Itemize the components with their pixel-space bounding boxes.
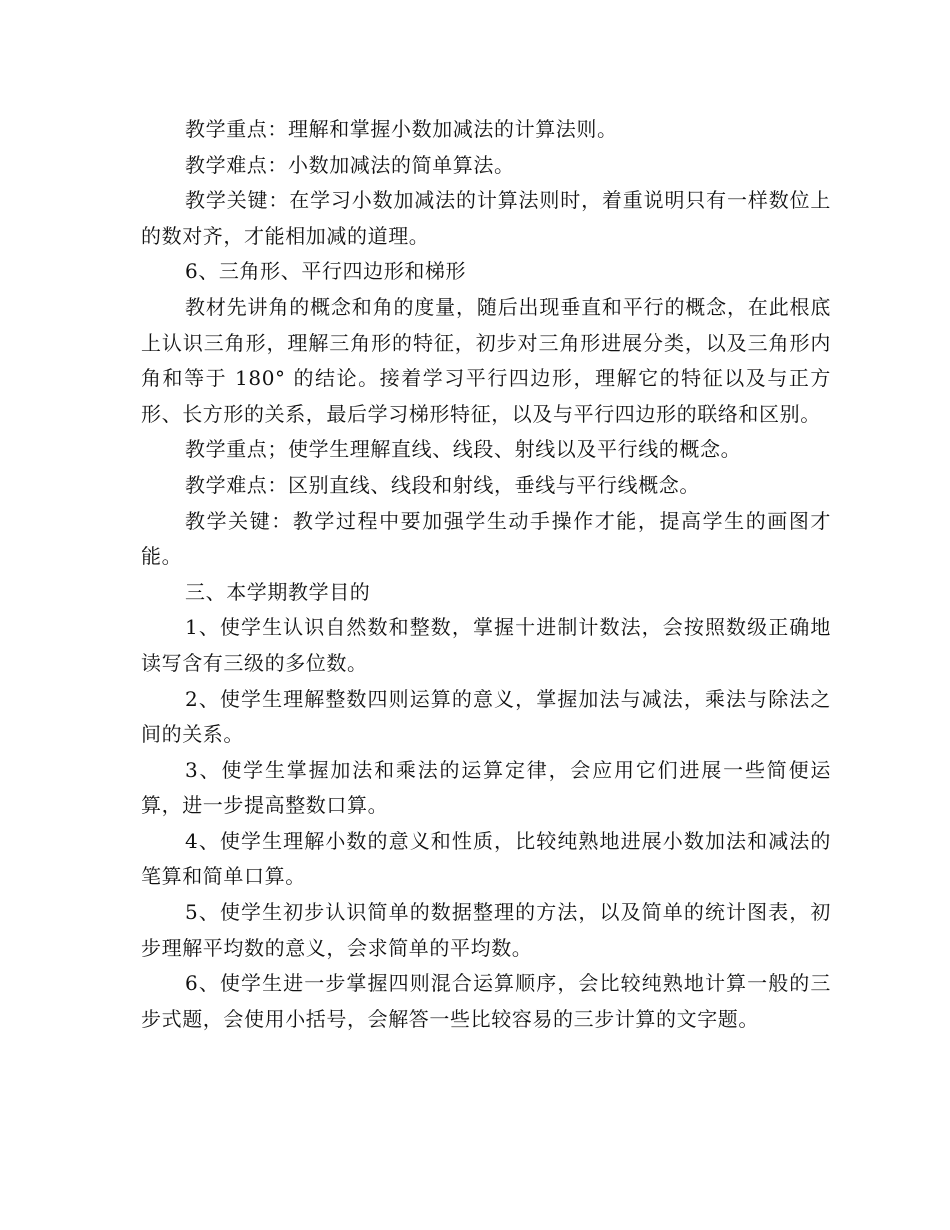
goal-item-1: 1、使学生认识自然数和整数，掌握十进制计数法，会按照数级正确地读写含有三级的多位数。 [141,615,831,675]
goal-item-6: 6、使学生进一步掌握四则混合运算顺序，会比较纯熟地计算一般的三步式题，会使用小括号，会解答一些比较容易的三步计算的文字题。 [141,971,831,1031]
goal-item-5: 5、使学生初步认识简单的数据整理的方法，以及简单的统计图表，初步理解平均数的意义，会求简单的平均数。 [141,900,831,960]
section-heading-shapes: 6、三角形、平行四边形和梯形 [185,259,467,284]
paragraph-teaching-difficulty: 教学难点：小数加减法的简单算法。 [185,152,515,177]
paragraph-shapes-focus: 教学重点；使学生理解直线、线段、射线以及平行线的概念。 [185,437,742,462]
paragraph-teaching-key: 教学关键：在学习小数加减法的计算法则时，着重说明只有一样数位上的数对齐，才能相加减的道理。 [141,188,831,248]
paragraph-shapes-key: 教学关键：教学过程中要加强学生动手操作才能，提高学生的画图才能。 [141,508,831,569]
goal-item-2: 2、使学生理解整数四则运算的意义，掌握加法与减法，乘法与除法之间的关系。 [141,686,831,747]
paragraph-shapes-content: 教材先讲角的概念和角的度量，随后出现垂直和平行的概念，在此根底上认识三角形，理解三角形的特征，初步对三角形进展分类，以及三角形内角和等于 180° 的结论。接着学习平行四边形，理解它的特征以及与正方形、长方形的关系，最后学习梯形特征，以及与平行四边形的联络和区别。 [141,294,831,426]
document-body [141,112,831,1037]
paragraph-teaching-focus: 教学重点：理解和掌握小数加减法的计算法则。 [185,117,618,141]
goal-item-3: 3、使学生掌握加法和乘法的运算定律，会应用它们进展一些简便运算，进一步提高整数口算。 [141,757,831,818]
goal-item-4: 4、使学生理解小数的意义和性质，比较纯熟地进展小数加法和减法的笔算和简单口算。 [141,828,831,889]
paragraph-shapes-difficulty: 教学难点：区别直线、线段和射线，垂线与平行线概念。 [185,472,700,497]
section-heading-goals: 三、本学期教学目的 [185,579,371,604]
